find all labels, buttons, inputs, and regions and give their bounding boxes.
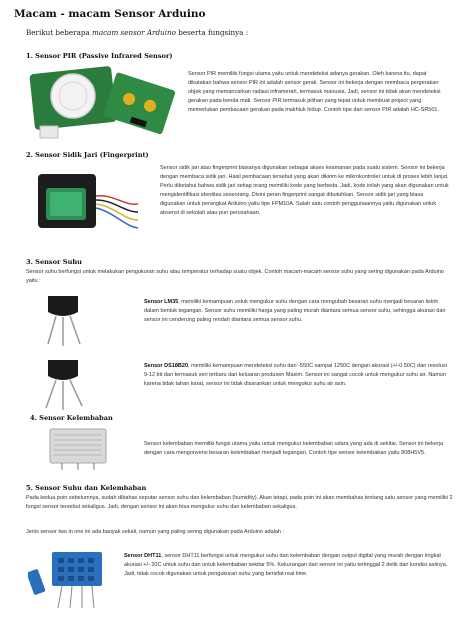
section-heading-fingerprint: 2. Sensor Sidik Jari (Fingerprint): [26, 151, 149, 159]
fingerprint-sensor-image: [34, 166, 154, 238]
fingerprint-description: Sensor sidik jari atau fingerprint biasanya digunakan sebagai akses keamanan pada suatu sistem. Sensor ini bekerja dengan membaca sidik jari. Hasil pembacaan tersebut yang akan dikirim ke mikrokontroler untuk di proses lebih lanjut. Perlu diketahui bahwa sidik jari setiap orang memiliki kode yang berbeda. Jadi, kode inilah yang akan digunakan untuk mengidentifikasi identitas seseorang. Disini peran fingerprint sangat dibutuhkan. Sensor sidik jari yang biasa digunakan untuk perangkat Arduino yaitu tipe FPM10A. Salah satu contoh penggunaannya yaitu digunakan untuk absensi di sekolah atau pun perusahaan.: [160, 165, 449, 216]
pir-description: Sensor PIR memiliki fungsi utama yaitu untuk mendeteksi adanya gerakan. Oleh karena itu, dapat dikatakan bahwa sensor PIR ini adalah sensor gerak. Sensor ini bekerja dengan membaca pergerakan objek yang memancarkan radiasi inframerah, termasuk manusia. Jadi, sensor ini tidak akan mendeteksi gerakan pada benda mati. Sensor PIR termasuk pilihan yang tepat untuk membuat project yang memerlukan pembacaan gerakan pada makhluk hidup. Contoh tipe dari sensor PIR adalah HC-SR501.: [188, 71, 441, 113]
section-heading-pir: 1. Sensor PIR (Passive Infrared Sensor): [26, 52, 173, 60]
intro-text: Berikut beberapa macam sensor Arduino beserta fungsinya :: [26, 28, 249, 37]
dht11-sensor-image: [28, 546, 116, 610]
humidity-sensor-image: [44, 425, 124, 471]
section-heading-temp-humidity: 5. Sensor Suhu dan Kelembaban: [26, 484, 147, 492]
dht11-description: Sensor DHT11, sensor DHT11 berfungsi untuk mengukur suhu dan kelembaban dengan output digital yang murah dengan tingkat akurasi +/- 20C untuk suhu dan untuk kelembaban sekitar 5%. Kekurangan dari sensor ini yaitu tertinggal 2 detik dari kondisi aslinya. Jadi, tidak cocok digunakan untuk pengukuran suhu yang bersifat real time.: [124, 553, 448, 577]
lm35-description: Sensor LM35, memiliki kemampuan untuk mengukur suhu dengan cara mengubah besaran suhu menjadi besaran listrik dalam bentuk tegangan. Sensor suhu memiliki harga yang paling murah diantara semua sensor suhu, sehingga akurasi dari sensor ini cenderung paling rendah diantara semua sensor suhu.: [144, 299, 446, 323]
section-heading-temperature: 3. Sensor Suhu: [26, 258, 82, 266]
pir-sensor-image: [28, 64, 178, 144]
ds18b20-name: Sensor DS18B20: [144, 363, 189, 369]
dht11-name: Sensor DHT11: [124, 553, 162, 559]
lm35-sensor-image: [34, 290, 104, 350]
lm35-name: Sensor LM35: [144, 299, 179, 305]
ds18b20-sensor-image: [34, 354, 104, 414]
section-heading-humidity: 4. Sensor Kelembaban: [30, 414, 113, 422]
humidity-description: Sensor kelembaban memiliki fungsi utama yaitu untuk mengukur kelembaban udara yang ada di sekitar. Sensor ini bekerja dengan cara mengonversi besaran kelembaban menjadi tegangan. Contoh tipe sensor kelembaban yaitu 808H5V5.: [144, 441, 444, 456]
ds18b20-description: Sensor DS18B20, memiliki kemampuan mendeteksi suhu dari -550C sampai 1250C dengan akurasi (+/-0.50C) dan resolusi 9-12 bit dan termasuk seri terbaru dari keluaran produsen Maxim. Sensor ini sangat cocok untuk mengukur suhu air. Namun karena tidak tahan karat, sensor ini tidak disarankan untuk mengukur suhu air asin.: [144, 363, 447, 387]
temp-humidity-intro-2: Jenis sensor two in one ini ada banyak sekali, namun yang paling sering digunakan pada Arduino adalah :: [26, 529, 285, 535]
page-title: Macam - macam Sensor Arduino: [14, 8, 206, 20]
temperature-intro: Sensor suhu berfungsi untuk melakukan pengukuran suhu atau temperatur terhadap suatu objek. Contoh macam-macam sensor suhu yang sering digunakan pada Arduino yaitu :: [26, 269, 444, 284]
temp-humidity-intro: Pada kedua poin sebelumnya, sudah dibahas seputar sensor suhu dan kelembaban (humidity). Akan tetapi, pada poin ini akan membahas tentang satu sensor yang memiliki 2 fungsi sensor tersebut sekaligus. Jadi, dengan sensor ini akan bisa mengukur suhu dan kelembaban sekaligus.: [26, 495, 453, 510]
